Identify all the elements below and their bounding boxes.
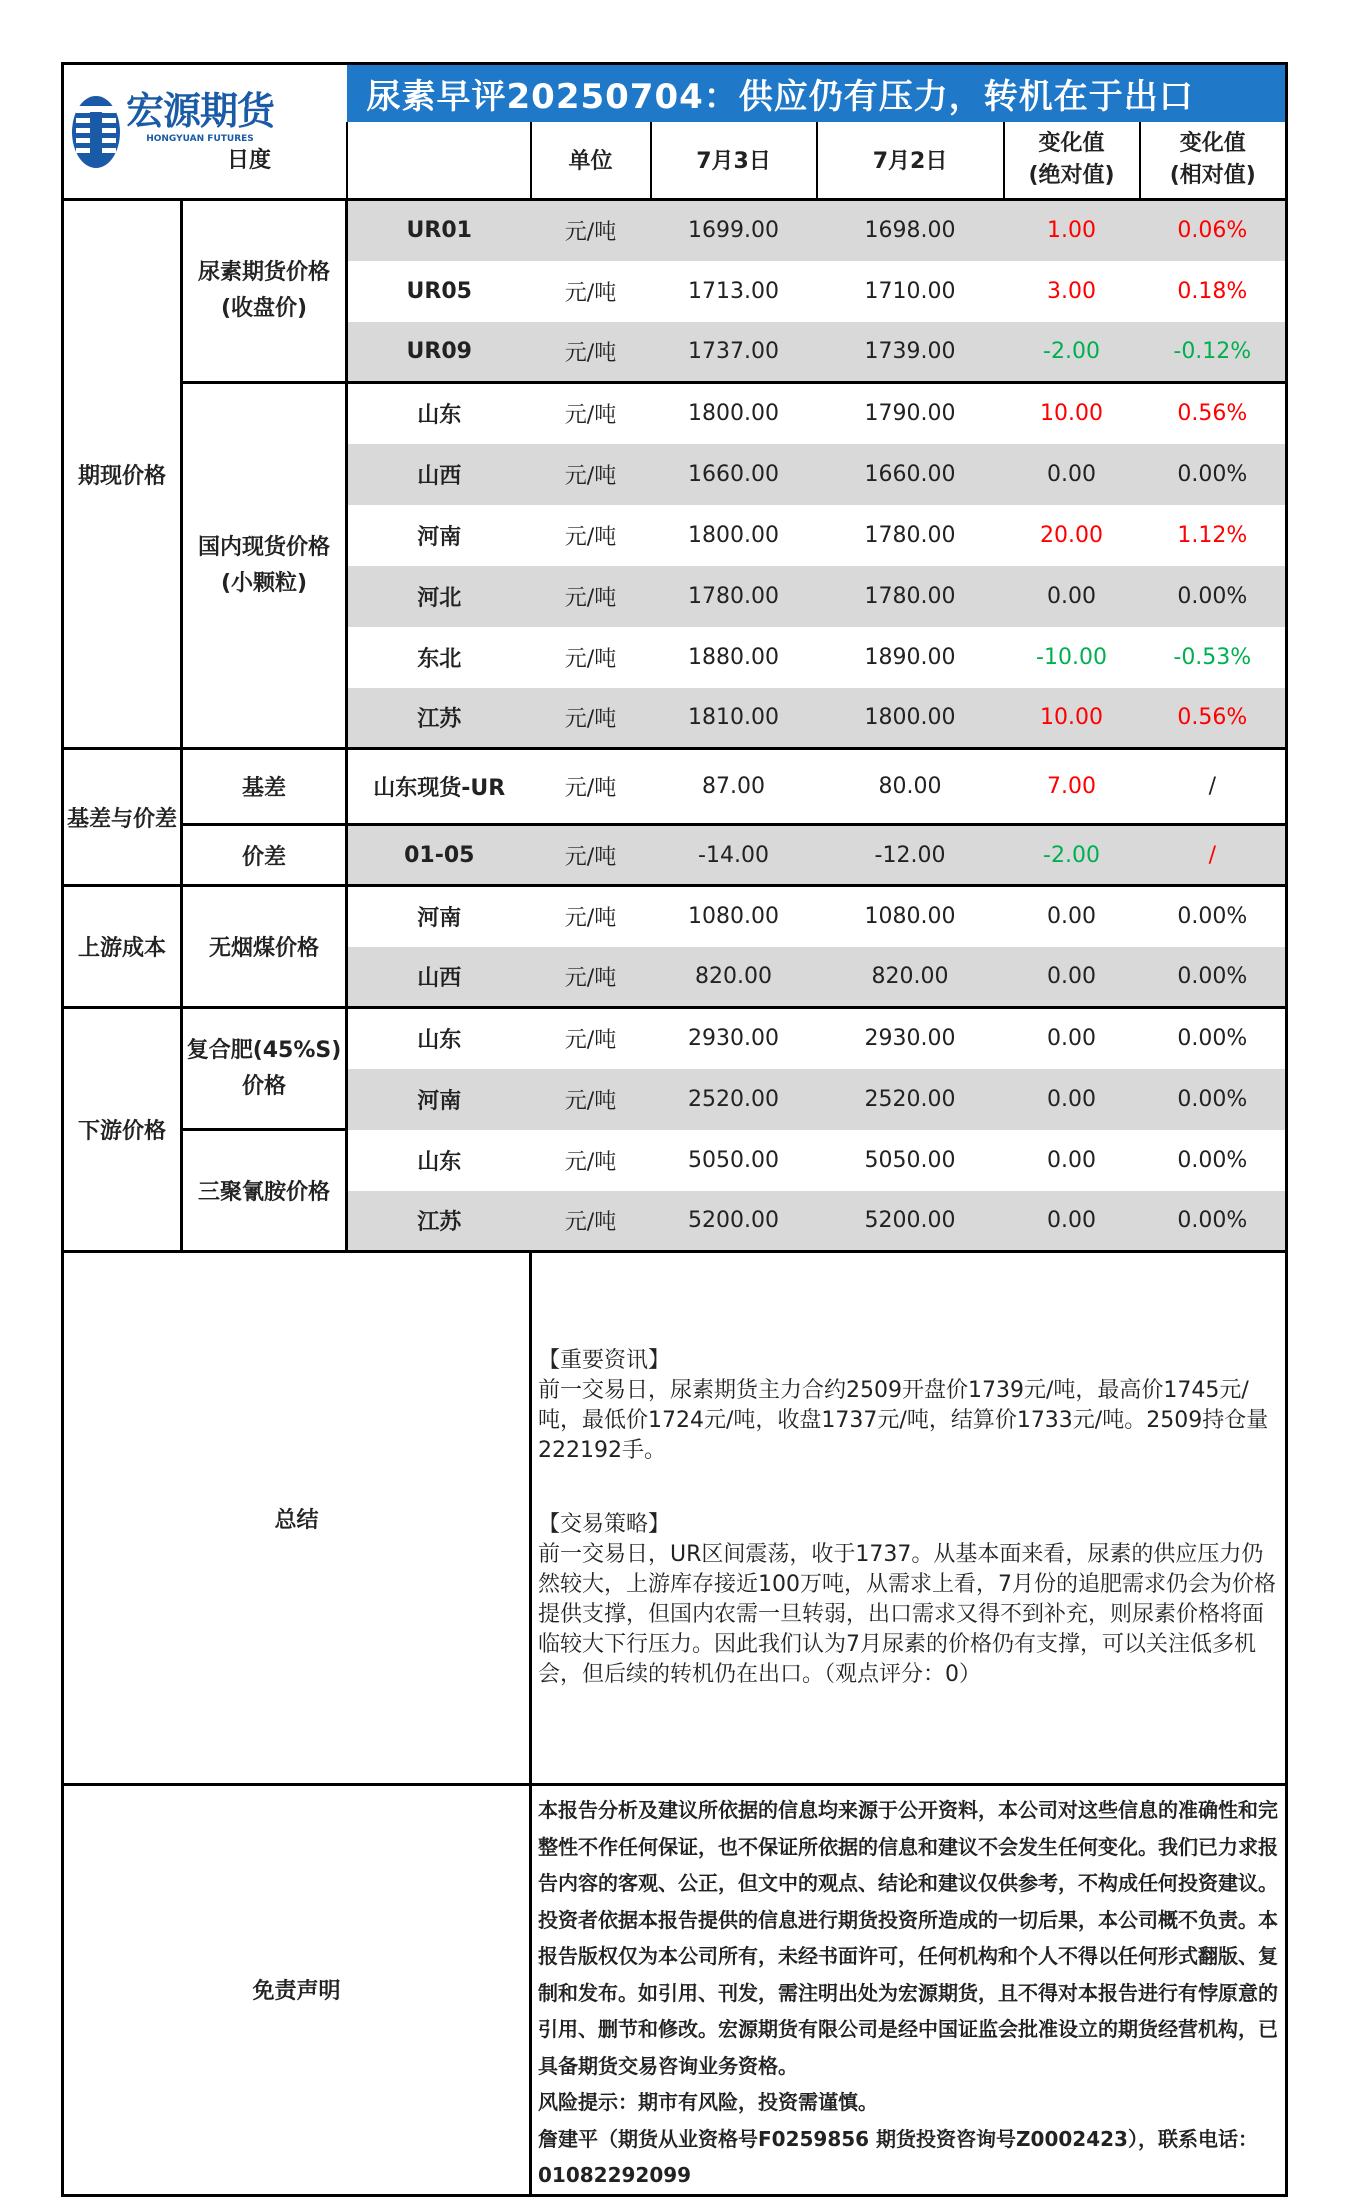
row-rel-change: 0.00%: [1140, 1130, 1287, 1191]
row-abs-change: 0.00: [1004, 1191, 1140, 1252]
row-day1: 1660.00: [651, 444, 817, 505]
row-unit: 元/吨: [531, 749, 651, 825]
price-table: [61, 62, 1288, 2197]
row-item: 河南: [417, 524, 462, 550]
row-abs-change: 0.00: [1047, 1147, 1096, 1173]
row-unit: 元/吨: [564, 1028, 617, 1054]
row-unit: 元/吨: [531, 947, 651, 1008]
row-item: UR01: [347, 200, 531, 261]
row-item: 山西: [347, 947, 531, 1008]
col-header-rel-line2: (相对值): [1169, 162, 1256, 188]
row-rel-change: 0.00%: [1140, 444, 1287, 505]
row-day2: 2520.00: [817, 1069, 1004, 1130]
group-basis-spread: 基差与价差: [63, 749, 182, 886]
title-row: [63, 64, 1287, 122]
row-rel-change: 0.56%: [1140, 688, 1287, 749]
news-heading: 【重要资讯】: [538, 1348, 671, 1373]
subgroup-compound-fertilizer: 复合肥(45%S) 价格: [182, 1008, 347, 1130]
row-day1: 2930.00: [688, 1026, 779, 1052]
col-header-blank: [347, 122, 531, 200]
row-rel-change: 0.06%: [1140, 200, 1287, 261]
row-item: 山东: [417, 403, 462, 429]
table-row: [63, 825, 1287, 886]
summary-content: [531, 1252, 1287, 1785]
row-day1: 1880.00: [688, 644, 779, 670]
group-downstream-price: 下游价格: [63, 1008, 182, 1252]
row-rel-change: 0.00%: [1140, 886, 1287, 947]
row-item: UR09: [347, 322, 531, 383]
row-day2: 1800.00: [817, 688, 1004, 749]
col-header-unit: 单位: [531, 122, 651, 200]
row-unit: 元/吨: [531, 825, 651, 886]
row-item: 山西: [347, 444, 531, 505]
table-row: [63, 749, 1287, 825]
row-rel-change: 0.00%: [1140, 1008, 1287, 1069]
row-item: 山东现货-UR: [347, 749, 531, 825]
row-unit: 元/吨: [531, 444, 651, 505]
row-rel-change: 0.56%: [1140, 383, 1287, 444]
row-abs-change: 10.00: [1004, 688, 1140, 749]
col-header-rel-change: [1140, 122, 1287, 200]
group-futures-spot: 期现价格: [63, 200, 182, 749]
table-row: [63, 886, 1287, 947]
row-day1: 1080.00: [688, 904, 779, 930]
row-abs-change: 0.00: [1047, 904, 1096, 930]
subgroup-anthracite-price: 无烟煤价格: [182, 886, 347, 1008]
author-contact: 詹建平（期货从业资格号F0259856 期货投资咨询号Z0002423），联系电话：01082292099: [538, 2126, 1258, 2187]
disclaimer-label: 免责声明: [63, 1785, 531, 2196]
row-day1: 2520.00: [651, 1069, 817, 1130]
row-item: 01-05: [347, 825, 531, 886]
group-upstream-cost: 上游成本: [63, 886, 182, 1008]
row-day1: -14.00: [651, 825, 817, 886]
row-day1: 1780.00: [651, 566, 817, 627]
row-rel-change: 0.00%: [1140, 947, 1287, 1008]
row-abs-change: 0.00: [1004, 947, 1140, 1008]
strategy-text: 前一交易日，UR区间震荡，收于1737。从基本面来看，尿素的供应压力仍然较大，上游库存接近100万吨，从需求上看，7月份的追肥需求仍会为价格提供支撑，但国内农需一旦转弱，出口需求又得不到补充，则尿素价格将面临较大下行压力。因此我们认为7月尿素的价格仍有支撑，可以关注低多机会，但后续的转机仍在出口。（观点评分：0）: [538, 1542, 1277, 1687]
risk-warning: 风险提示：期市有风险，投资需谨慎。: [538, 2090, 879, 2114]
row-abs-change: -2.00: [1004, 825, 1140, 886]
row-unit: 元/吨: [564, 1149, 617, 1175]
news-text: 前一交易日，尿素期货主力合约2509开盘价1739元/吨，最高价1745元/吨，最低价1724元/吨，收盘1737元/吨，结算价1733元/吨。2509持仓量222192手。: [538, 1378, 1269, 1463]
row-day2: 1890.00: [864, 644, 956, 670]
row-day1: 5050.00: [688, 1147, 779, 1173]
col-header-day1: 7月3日: [651, 122, 817, 200]
row-day2: 1080.00: [864, 904, 956, 930]
row-rel-change: 0.18%: [1140, 261, 1287, 322]
row-unit: 元/吨: [531, 566, 651, 627]
hongyuan-logo-icon: [70, 92, 122, 172]
report-sheet: [61, 62, 1285, 2197]
subgroup-basis: 基差: [182, 749, 347, 825]
subgroup-spot-price: 国内现货价格 (小颗粒): [182, 383, 347, 749]
row-rel-change: 1.12%: [1140, 505, 1287, 566]
row-rel-change: 0.00%: [1140, 1069, 1287, 1130]
row-item: 河北: [347, 566, 531, 627]
row-unit: 元/吨: [531, 200, 651, 261]
table-row: [63, 1130, 1287, 1191]
summary-row: [63, 1252, 1287, 1785]
row-unit: 元/吨: [564, 524, 617, 550]
row-day1: 1800.00: [688, 522, 779, 548]
col-header-abs-line2: (绝对值): [1028, 162, 1115, 188]
subgroup-futures-price: 尿素期货价格 (收盘价): [182, 200, 347, 383]
row-abs-change: -10.00: [1036, 644, 1107, 670]
row-unit: 元/吨: [564, 906, 617, 932]
row-day1: 1699.00: [651, 200, 817, 261]
row-day2: 820.00: [817, 947, 1004, 1008]
report-title: 尿素早评20250704：供应仍有压力，转机在于出口: [347, 64, 1287, 122]
row-abs-change: 7.00: [1004, 749, 1140, 825]
row-abs-change: 20.00: [1040, 522, 1103, 548]
logo-english-name: HONGYUAN FUTURES: [146, 134, 254, 144]
row-abs-change: 0.00: [1004, 566, 1140, 627]
row-day1: 1737.00: [651, 322, 817, 383]
summary-label: 总结: [63, 1252, 531, 1785]
row-item: 河南: [347, 1069, 531, 1130]
row-abs-change: 0.00: [1004, 1069, 1140, 1130]
row-rel-change: -0.53%: [1140, 627, 1287, 688]
row-item: 河南: [417, 906, 462, 932]
row-rel-change: /: [1140, 825, 1287, 886]
row-day1: 87.00: [651, 749, 817, 825]
row-day2: 2930.00: [864, 1026, 956, 1052]
row-unit: 元/吨: [564, 646, 617, 672]
logo-chinese-name: 宏源期货: [126, 89, 275, 133]
col-header-dimension: 日度: [227, 148, 272, 173]
row-rel-change: 0.00%: [1140, 566, 1287, 627]
row-item: 东北: [417, 646, 462, 672]
row-unit: 元/吨: [564, 403, 617, 429]
row-abs-change: 3.00: [1047, 278, 1096, 304]
col-header-abs-change: [1004, 122, 1140, 200]
subgroup-spread: 价差: [182, 825, 347, 886]
row-abs-change: 10.00: [1040, 401, 1103, 427]
row-item: 山东: [417, 1149, 462, 1175]
row-unit: 元/吨: [564, 280, 617, 306]
summary-spacer: [538, 1466, 1279, 1510]
row-day2: 5050.00: [864, 1147, 956, 1173]
row-day1: 820.00: [651, 947, 817, 1008]
row-item: UR05: [406, 278, 472, 304]
row-unit: 元/吨: [531, 688, 651, 749]
row-abs-change: 1.00: [1004, 200, 1140, 261]
row-day2: 1739.00: [817, 322, 1004, 383]
row-abs-change: -2.00: [1004, 322, 1140, 383]
row-day1: 5200.00: [651, 1191, 817, 1252]
row-rel-change: 0.00%: [1140, 1191, 1287, 1252]
row-day1: 1810.00: [651, 688, 817, 749]
row-unit: 元/吨: [531, 1191, 651, 1252]
row-item: 江苏: [347, 688, 531, 749]
row-item: 江苏: [347, 1191, 531, 1252]
row-day2: 1660.00: [817, 444, 1004, 505]
row-day1: 1713.00: [688, 278, 779, 304]
table-row: [63, 200, 1287, 261]
table-row: [63, 383, 1287, 444]
row-unit: 元/吨: [531, 322, 651, 383]
row-day2: 1780.00: [864, 522, 956, 548]
row-day2: -12.00: [817, 825, 1004, 886]
row-unit: 元/吨: [531, 1069, 651, 1130]
logo: [63, 64, 347, 200]
col-header-abs-line1: 变化值: [1038, 130, 1105, 156]
disclaimer-content: [531, 1785, 1287, 2196]
row-day2: 1698.00: [817, 200, 1004, 261]
col-header-day2: 7月2日: [817, 122, 1004, 200]
row-item: 山东: [417, 1028, 462, 1054]
row-day2: 5200.00: [817, 1191, 1004, 1252]
row-day2: 1790.00: [864, 401, 956, 427]
subgroup-melamine-price: 三聚氰胺价格: [182, 1130, 347, 1252]
disclaimer-text: 本报告分析及建议所依据的信息均来源于公开资料，本公司对这些信息的准确性和完整性不作任何保证，也不保证所依据的信息和建议不会发生任何变化。我们已力求报告内容的客观、公正，但文中的观点、结论和建议仅供参考，不构成任何投资建议。投资者依据本报告提供的信息进行期货投资所造成的一切后果，本公司概不负责。本报告版权仅为本公司所有，未经书面许可，任何机构和个人不得以任何形式翻版、复制和发布。如引用、刊发，需注明出处为宏源期货，且不得对本报告进行有悖原意的引用、删节和修改。宏源期货有限公司是经中国证监会批准设立的期货经营机构，已具备期货交易咨询业务资格。: [538, 1798, 1279, 2078]
strategy-heading: 【交易策略】: [538, 1512, 671, 1537]
row-day2: 80.00: [817, 749, 1004, 825]
col-header-rel-line1: 变化值: [1179, 130, 1246, 156]
row-rel-change: /: [1140, 749, 1287, 825]
row-day2: 1780.00: [817, 566, 1004, 627]
table-row: [63, 1008, 1287, 1069]
disclaimer-row: [63, 1785, 1287, 2196]
row-abs-change: 0.00: [1047, 1026, 1096, 1052]
row-rel-change: -0.12%: [1140, 322, 1287, 383]
row-abs-change: 0.00: [1004, 444, 1140, 505]
row-day2: 1710.00: [864, 278, 956, 304]
row-day1: 1800.00: [688, 401, 779, 427]
